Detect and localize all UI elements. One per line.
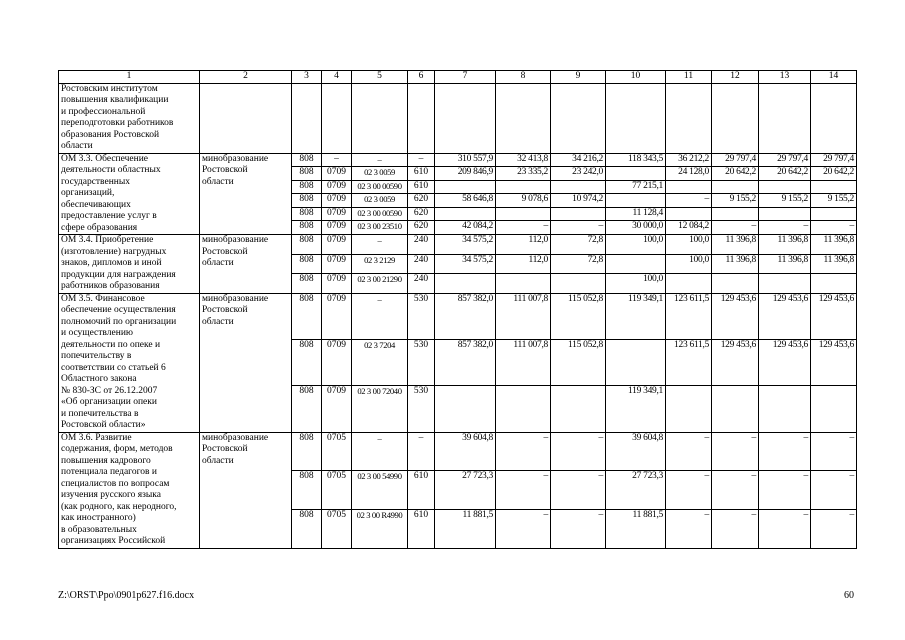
table-cell: 10 974,2 [551,194,606,208]
table-cell: 58 646,8 [435,194,496,208]
table-cell: 11 881,5 [606,509,666,548]
measure-name-cell: Ростовским институтом повышения квалификации и профессиональной переподготовки работников образования Ростовской области [59,83,200,153]
executor-cell [200,83,292,153]
table-cell: 111 007,8 [496,339,551,385]
table-cell [712,207,759,221]
table-cell [666,83,712,153]
header-cell: 7 [435,71,496,84]
table-cell: 240 [408,254,435,274]
table-cell: – [811,432,857,471]
table-cell: – [811,471,857,510]
table-cell: 0709 [322,254,352,274]
table-cell: 11 396,8 [759,254,811,274]
table-cell [712,274,759,294]
table-cell: 29 797,4 [811,153,857,167]
table-cell [435,207,496,221]
table-cell: 808 [292,167,322,181]
table-cell: 100,0 [606,274,666,294]
table-cell: 115 052,8 [551,293,606,339]
table-cell [811,83,857,153]
table-cell: 808 [292,386,322,432]
table-cell: 42 084,2 [435,221,496,235]
table-cell: – [408,432,435,471]
table-row [59,153,857,167]
table-cell [666,180,712,194]
table-cell [408,83,435,153]
table-cell: 129 453,6 [811,339,857,385]
header-cell: 8 [496,71,551,84]
table-cell: – [811,221,857,235]
table-cell: 0705 [322,471,352,510]
header-cell: 12 [712,71,759,84]
table-cell: 20 642,2 [712,167,759,181]
table-cell: 24 128,0 [666,167,712,181]
table-cell: 620 [408,207,435,221]
table-cell: 123 611,5 [666,293,712,339]
table-cell: 808 [292,235,322,255]
table-cell: 129 453,6 [712,339,759,385]
header-cell: 4 [322,71,352,84]
table-cell: 34 575,2 [435,254,496,274]
table-cell: 0705 [322,432,352,471]
table-cell: 808 [292,293,322,339]
table-cell: – [496,471,551,510]
table-cell [551,180,606,194]
table-cell: 100,0 [666,254,712,274]
table-cell [435,180,496,194]
table-cell: 808 [292,254,322,274]
table-cell: 11 396,8 [759,235,811,255]
table-cell [606,339,666,385]
table-cell: 0709 [322,194,352,208]
table-cell: – [551,509,606,548]
table-cell [435,83,496,153]
measure-name-cell: ОМ 3.3. Обеспечение деятельности областных государственных организаций, обеспечивающих предоставление услуг в сфере образования [59,153,200,235]
table-row [59,83,857,153]
table-cell: – [551,471,606,510]
table-cell: 72,8 [551,235,606,255]
table-cell: 240 [408,235,435,255]
table-cell: 129 453,6 [759,293,811,339]
budget-table [58,70,857,549]
table-cell: 27 723,3 [435,471,496,510]
table-cell: 32 413,8 [496,153,551,167]
table-cell: – [352,235,408,255]
table-cell [496,207,551,221]
table-cell: 808 [292,221,322,235]
table-cell [496,180,551,194]
table-cell [496,386,551,432]
table-cell: 808 [292,153,322,167]
table-cell: 610 [408,167,435,181]
measure-name-cell: ОМ 3.4. Приобретение (изготовление) нагрудных знаков, дипломов и иной продукции для награждения работников образования [59,235,200,294]
table-cell: 02 3 0059 [352,167,408,181]
table-cell: – [759,471,811,510]
table-cell [606,254,666,274]
table-row [59,293,857,339]
table-cell: – [496,221,551,235]
table-cell: 240 [408,274,435,294]
table-cell: – [666,194,712,208]
table-cell: 115 052,8 [551,339,606,385]
table-cell [551,207,606,221]
table-cell: 72,8 [551,254,606,274]
table-cell: 119 349,1 [606,386,666,432]
table-cell: 610 [408,509,435,548]
table-cell: 0709 [322,221,352,235]
table-cell: 02 3 00 23510 [352,221,408,235]
table-cell: – [712,509,759,548]
table-cell: 30 000,0 [606,221,666,235]
table-cell: 0705 [322,509,352,548]
table-cell: 209 846,9 [435,167,496,181]
table-cell: 34 216,2 [551,153,606,167]
table-cell [606,167,666,181]
table-cell: – [712,221,759,235]
table-cell: 123 611,5 [666,339,712,385]
header-row [59,71,857,84]
table-cell: 620 [408,194,435,208]
table-cell: 11 396,8 [811,235,857,255]
table-cell: 9 155,2 [712,194,759,208]
table-cell: 0709 [322,274,352,294]
table-cell: – [551,221,606,235]
table-cell: 34 575,2 [435,235,496,255]
table-cell: – [712,432,759,471]
table-cell: – [352,432,408,471]
table-cell: 610 [408,471,435,510]
table-cell: 20 642,2 [759,167,811,181]
table-cell: 0709 [322,207,352,221]
header-cell: 2 [200,71,292,84]
table-cell [606,83,666,153]
table-cell: 112,0 [496,235,551,255]
table-cell: – [811,509,857,548]
table-cell: 118 343,5 [606,153,666,167]
table-cell [292,83,322,153]
table-cell: 111 007,8 [496,293,551,339]
table-cell [811,274,857,294]
table-cell [759,274,811,294]
table-cell [759,207,811,221]
table-cell: 0709 [322,235,352,255]
header-cell: 11 [666,71,712,84]
table-cell: 530 [408,293,435,339]
measure-name-cell: ОМ 3.5. Финансовое обеспечение осуществления полномочий по организации и осуществлению деятельности по опеке и попечительству в соответствии со статьей 6 Областного закона № 830-ЗС от 26.12.2007 «Об организации опеки и попечительства в Ростовской области» [59,293,200,432]
table-cell: 857 382,0 [435,293,496,339]
table-cell [666,207,712,221]
table-cell [759,180,811,194]
table-row [59,432,857,471]
table-cell: 0709 [322,386,352,432]
table-cell: 02 3 2129 [352,254,408,274]
footer-file-path: Z:\ORST\Ppo\0901p627.f16.docx [58,590,195,601]
table-cell [811,207,857,221]
table-cell: 129 453,6 [811,293,857,339]
table-cell: 0709 [322,167,352,181]
table-cell: – [496,432,551,471]
table-cell: 11 396,8 [811,254,857,274]
table-cell [712,386,759,432]
table-cell [666,274,712,294]
table-cell [551,274,606,294]
table-cell: 310 557,9 [435,153,496,167]
table-cell: 610 [408,180,435,194]
table-cell: 808 [292,471,322,510]
table-cell: 530 [408,386,435,432]
table-cell: 29 797,4 [759,153,811,167]
table-cell: 39 604,8 [435,432,496,471]
table-cell [811,180,857,194]
table-cell: 530 [408,339,435,385]
table-cell: – [666,509,712,548]
table-cell: 23 335,2 [496,167,551,181]
table-cell: 02 3 7204 [352,339,408,385]
table-cell [606,194,666,208]
table-cell: 11 396,8 [712,235,759,255]
table-cell: 129 453,6 [712,293,759,339]
footer-page-number: 60 [844,590,854,601]
table-cell: 02 3 00 54990 [352,471,408,510]
table-cell [435,386,496,432]
table-cell [352,83,408,153]
header-cell: 13 [759,71,811,84]
table-cell: 27 723,3 [606,471,666,510]
executor-cell: минобразование Ростовской области [200,293,292,432]
table-cell [435,274,496,294]
table-cell: 36 212,2 [666,153,712,167]
table-cell: 02 3 0059 [352,194,408,208]
table-cell: 20 642,2 [811,167,857,181]
table-cell [759,83,811,153]
table-cell: – [322,153,352,167]
table-cell [811,386,857,432]
table-cell: 100,0 [606,235,666,255]
table-cell: – [759,509,811,548]
table-cell: – [759,432,811,471]
measure-name-cell: ОМ 3.6. Развитие содержания, форм, методов повышения кадрового потенциала педагогов и специалистов по вопросам изучения русского языка (как родного, как неродного, как иностранного) в образовательных организациях Российской [59,432,200,548]
table-cell: 02 3 00 21290 [352,274,408,294]
table-cell: 02 3 00 R4990 [352,509,408,548]
table-cell [551,83,606,153]
table-cell: 119 349,1 [606,293,666,339]
table-cell: 620 [408,221,435,235]
table-cell: 857 382,0 [435,339,496,385]
table-cell: – [666,432,712,471]
table-cell [496,274,551,294]
table-cell: 11 128,4 [606,207,666,221]
table-cell: 02 3 00 72040 [352,386,408,432]
table-cell: – [712,471,759,510]
table-cell: 808 [292,339,322,385]
header-cell: 10 [606,71,666,84]
table-cell: 02 3 00 00590 [352,180,408,194]
table-cell: 808 [292,509,322,548]
executor-cell: минобразование Ростовской области [200,432,292,548]
table-cell: 23 242,0 [551,167,606,181]
table-cell: 77 215,1 [606,180,666,194]
executor-cell: минобразование Ростовской области [200,153,292,235]
table-cell: – [352,293,408,339]
table-cell: 808 [292,432,322,471]
table-cell: 11 396,8 [712,254,759,274]
table-cell: 9 155,2 [759,194,811,208]
table-cell: – [551,432,606,471]
table-cell [759,386,811,432]
table-cell: 12 084,2 [666,221,712,235]
table-cell: – [496,509,551,548]
table-cell: 29 797,4 [712,153,759,167]
table-cell: 39 604,8 [606,432,666,471]
table-cell: 100,0 [666,235,712,255]
table-cell [322,83,352,153]
table-cell: 808 [292,274,322,294]
header-cell: 3 [292,71,322,84]
table-cell: 9 078,6 [496,194,551,208]
table-cell [712,83,759,153]
header-cell: 14 [811,71,857,84]
executor-cell: минобразование Ростовской области [200,235,292,294]
header-cell: 6 [408,71,435,84]
table-cell: 129 453,6 [759,339,811,385]
table-cell: 0709 [322,339,352,385]
table-cell: 0709 [322,293,352,339]
table-cell: 808 [292,194,322,208]
table-cell: – [666,471,712,510]
table-row [59,235,857,255]
table-cell: 02 3 00 00590 [352,207,408,221]
table-cell [496,83,551,153]
table-cell: 0709 [322,180,352,194]
table-cell: 808 [292,207,322,221]
table-cell: 112,0 [496,254,551,274]
table-cell: 9 155,2 [811,194,857,208]
header-cell: 5 [352,71,408,84]
table-cell: – [352,153,408,167]
table-cell [551,386,606,432]
table-cell [666,386,712,432]
header-cell: 1 [59,71,200,84]
table-cell: 11 881,5 [435,509,496,548]
table-cell [712,180,759,194]
header-cell: 9 [551,71,606,84]
table-cell: – [408,153,435,167]
table-cell: 808 [292,180,322,194]
table-cell: – [759,221,811,235]
